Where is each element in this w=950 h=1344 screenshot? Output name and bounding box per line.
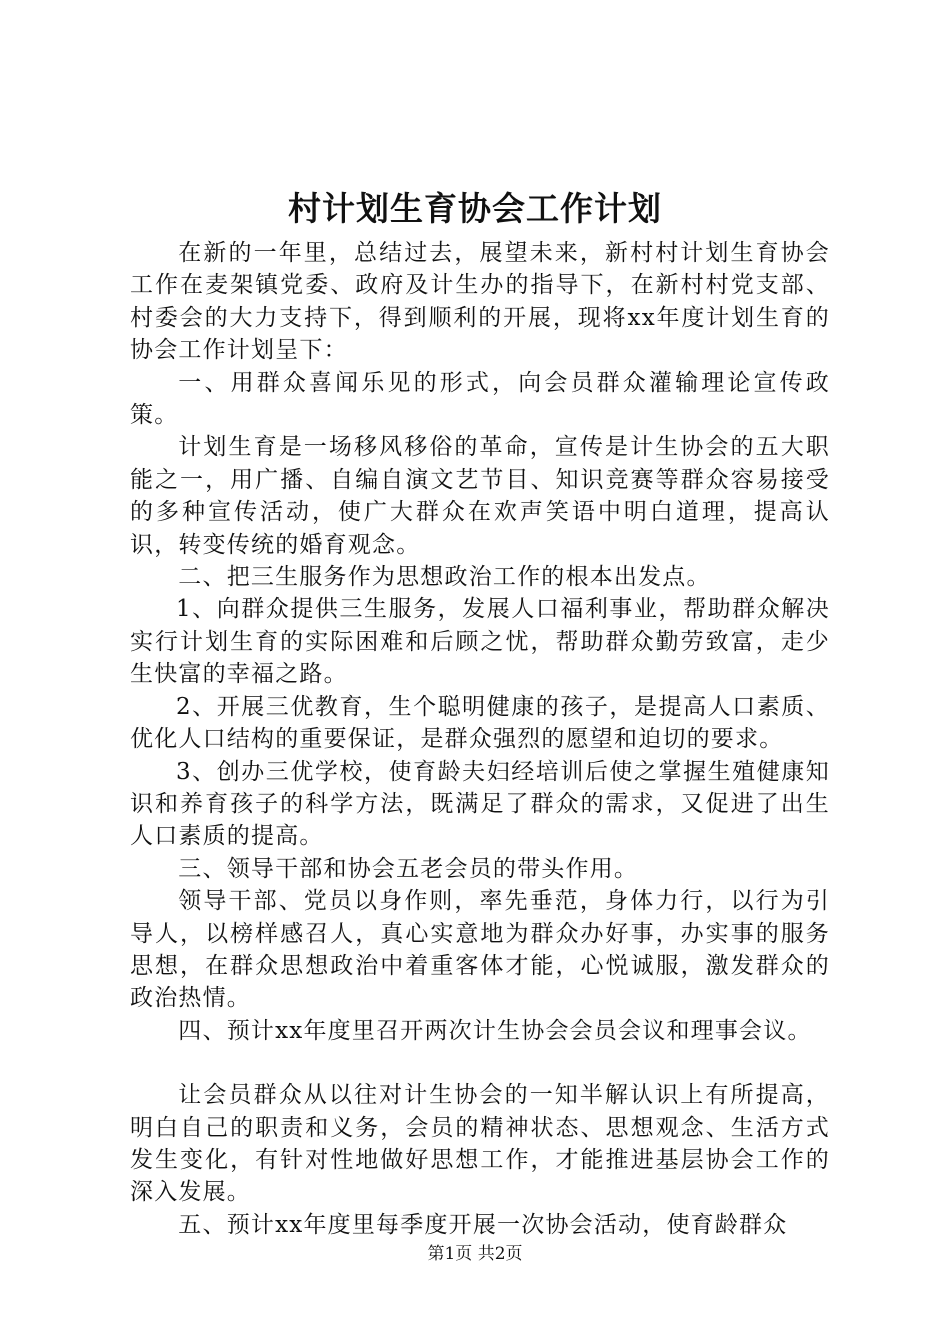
paragraph-publicity: 计划生育是一场移风移俗的革命，宣传是计生协会的五大职能之一，用广播、自编自演文艺节目、知识竞赛等群众容易接受的多种宣传活动，使广大群众在欢声笑语中明白道理，提高认识，转变传统的婚育观念。 <box>130 434 830 558</box>
paragraph-leadership: 领导干部、党员以身作则，率先垂范，身体力行，以行为引导人，以榜样感召人，真心实意地为群众办好事，办实事的服务思想，在群众思想政治中着重客体才能，心悦诚服，激发群众的政治热情。 <box>130 888 830 1012</box>
document-title: 村计划生育协会工作计划 <box>288 189 662 228</box>
paragraph-heading-3: 三、领导干部和协会五老会员的带头作用。 <box>178 855 639 882</box>
paragraph-heading-5: 五、预计xx年度里每季度开展一次协会活动，使育龄群众 <box>178 1211 788 1238</box>
document-body <box>130 237 830 1241</box>
paragraph-item-3: 3、创办三优学校，使育龄夫妇经培训后使之掌握生殖健康知识和养育孩子的科学方法，既满足了群众的需求，又促进了出生人口素质的提高。 <box>130 758 830 850</box>
page-footer: 第1页 共2页 <box>427 1244 523 1264</box>
paragraph-intro: 在新的一年里，总结过去，展望未来，新村村计划生育协会工作在麦架镇党委、政府及计生办的指导下，在新村村党支部、村委会的大力支持下，得到顺利的开展，现将xx年度计划生育的协会工作计划呈下： <box>130 240 830 364</box>
paragraph-heading-2: 二、把三生服务作为思想政治工作的根本出发点。 <box>178 564 711 591</box>
paragraph-heading-1: 一、用群众喜闻乐见的形式，向会员群众灌输理论宣传政策。 <box>130 369 830 429</box>
paragraph-item-1: 1、向群众提供三生服务，发展人口福利事业，帮助群众解决实行计划生育的实际困难和后顾之忧，帮助群众勤劳致富，走少生快富的幸福之路。 <box>130 596 830 688</box>
paragraph-heading-4: 四、预计xx年度里召开两次计生协会会员会议和理事会议。 <box>178 1017 812 1044</box>
paragraph-item-2: 2、开展三优教育，生个聪明健康的孩子，是提高人口素质、优化人口结构的重要保证，是群众强烈的愿望和迫切的要求。 <box>130 693 830 753</box>
paragraph-members: 让会员群众从以往对计生协会的一知半解认识上有所提高，明白自己的职责和义务，会员的精神状态、思想观念、生活方式发生变化，有针对性地做好思想工作，才能推进基层协会工作的深入发展。 <box>130 1082 830 1206</box>
